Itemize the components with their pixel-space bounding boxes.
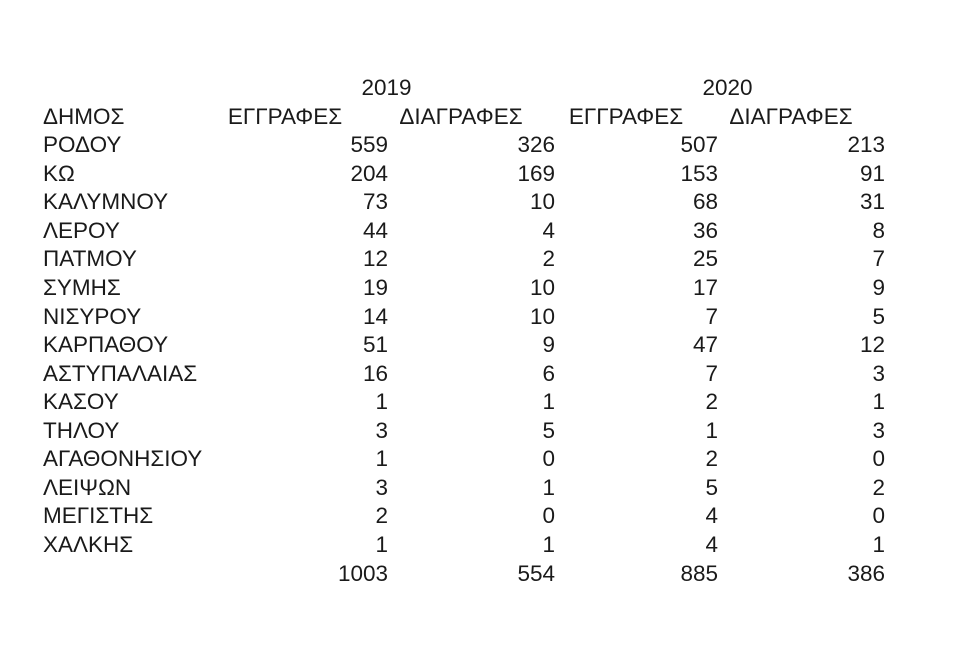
value-cell: 213	[847, 132, 885, 158]
value-cell: 2	[872, 474, 885, 500]
municipality-name-cell: ΛΕΙΨΩΝ	[43, 474, 132, 500]
value-cell: 73	[362, 189, 388, 215]
municipality-name-cell: ΜΕΓΙΣΤΗΣ	[43, 503, 154, 529]
value-cell: 3	[872, 417, 885, 443]
municipality-name-cell: ΤΗΛΟΥ	[43, 417, 120, 443]
col-header-deletions-2019: ΔΙΑΓΡΑΦΕΣ	[399, 103, 523, 129]
table-row	[40, 274, 887, 303]
value-cell: 0	[542, 446, 555, 472]
value-cell: 1	[542, 532, 555, 557]
value-cell: 3	[872, 360, 885, 386]
municipality-name-cell: ΑΣΤΥΠΑΛΑΙΑΣ	[43, 360, 198, 386]
col-header-registrations-2020: ΕΓΓΡΑΦΕΣ	[568, 103, 684, 129]
total-cell: 386	[847, 560, 885, 586]
value-cell: 16	[362, 360, 388, 386]
municipality-name-cell: ΑΓΑΘΟΝΗΣΙΟΥ	[43, 446, 203, 472]
value-cell: 12	[859, 332, 885, 358]
municipality-name-cell: ΚΑΛΥΜΝΟΥ	[43, 189, 169, 215]
value-cell: 2	[705, 389, 718, 415]
table-row	[40, 531, 887, 560]
value-cell: 1	[542, 474, 555, 500]
value-cell: 5	[705, 474, 718, 500]
value-cell: 7	[872, 246, 885, 272]
value-cell: 7	[705, 303, 718, 329]
municipality-name-cell: ΡΟΔΟΥ	[43, 132, 122, 158]
value-cell: 4	[705, 503, 718, 529]
totals-row-spacer	[40, 560, 205, 589]
value-cell: 4	[705, 532, 718, 557]
total-cell: 885	[680, 560, 718, 586]
col-header-registrations-2019: ΕΓΓΡΑΦΕΣ	[227, 103, 343, 129]
municipality-name-cell: ΚΑΡΠΑΘΟΥ	[43, 332, 169, 358]
value-cell: 10	[529, 303, 555, 329]
municipality-name-cell: ΚΩ	[43, 160, 75, 186]
column-header-row	[40, 103, 887, 132]
table-row	[40, 131, 887, 160]
value-cell: 91	[859, 160, 885, 186]
value-cell: 3	[375, 474, 388, 500]
value-cell: 1	[872, 532, 885, 557]
value-cell: 507	[680, 132, 718, 158]
value-cell: 44	[362, 217, 388, 243]
value-cell: 204	[350, 160, 388, 186]
total-cell: 554	[517, 560, 555, 586]
year-header-row	[40, 74, 887, 103]
table-row	[40, 417, 887, 446]
value-cell: 169	[517, 160, 555, 186]
value-cell: 47	[692, 332, 718, 358]
value-cell: 68	[692, 189, 718, 215]
table-row	[40, 360, 887, 389]
table-row	[40, 217, 887, 246]
table-row	[40, 331, 887, 360]
col-header-deletions-2020: ΔΙΑΓΡΑΦΕΣ	[729, 103, 853, 129]
table-row	[40, 245, 887, 274]
value-cell: 1	[872, 389, 885, 415]
value-cell: 1	[375, 446, 388, 472]
value-cell: 36	[692, 217, 718, 243]
value-cell: 0	[872, 503, 885, 529]
value-cell: 559	[350, 132, 388, 158]
table-row	[40, 502, 887, 531]
col-header-municipality: ΔΗΜΟΣ	[43, 103, 125, 129]
value-cell: 7	[705, 360, 718, 386]
municipality-name-cell: ΠΑΤΜΟΥ	[43, 246, 137, 272]
value-cell: 2	[542, 246, 555, 272]
value-cell: 326	[517, 132, 555, 158]
value-cell: 153	[680, 160, 718, 186]
value-cell: 0	[542, 503, 555, 529]
value-cell: 1	[375, 389, 388, 415]
municipality-name-cell: ΣΥΜΗΣ	[43, 274, 121, 300]
municipality-name-cell: ΛΕΡΟΥ	[43, 217, 120, 243]
value-cell: 8	[872, 217, 885, 243]
value-cell: 14	[362, 303, 388, 329]
value-cell: 25	[692, 246, 718, 272]
value-cell: 1	[705, 417, 718, 443]
value-cell: 3	[375, 417, 388, 443]
value-cell: 2	[705, 446, 718, 472]
municipality-name-cell: ΚΑΣΟΥ	[43, 389, 119, 415]
value-cell: 6	[542, 360, 555, 386]
value-cell: 5	[542, 417, 555, 443]
value-cell: 12	[362, 246, 388, 272]
value-cell: 19	[362, 274, 388, 300]
value-cell: 10	[529, 274, 555, 300]
year-2019-header: 2019	[361, 75, 412, 100]
value-cell: 51	[362, 332, 388, 358]
table-row	[40, 474, 887, 503]
table-row	[40, 388, 887, 417]
year-2020-header: 2020	[702, 75, 753, 100]
total-cell: 1003	[337, 560, 388, 586]
totals-row	[40, 560, 887, 589]
value-cell: 10	[529, 189, 555, 215]
table-row	[40, 445, 887, 474]
table-row	[40, 160, 887, 189]
value-cell: 2	[375, 503, 388, 529]
value-cell: 31	[859, 189, 885, 215]
table-row	[40, 303, 887, 332]
value-cell: 1	[375, 532, 388, 557]
year-row-spacer	[40, 74, 205, 103]
value-cell: 1	[542, 389, 555, 415]
value-cell: 17	[692, 274, 718, 300]
registrations-deletions-table	[40, 74, 887, 588]
value-cell: 9	[542, 332, 555, 358]
table-row	[40, 188, 887, 217]
municipality-name-cell: ΧΑΛΚΗΣ	[43, 532, 134, 557]
value-cell: 0	[872, 446, 885, 472]
municipality-name-cell: ΝΙΣΥΡΟΥ	[43, 303, 142, 329]
value-cell: 4	[542, 217, 555, 243]
value-cell: 9	[872, 274, 885, 300]
value-cell: 5	[872, 303, 885, 329]
